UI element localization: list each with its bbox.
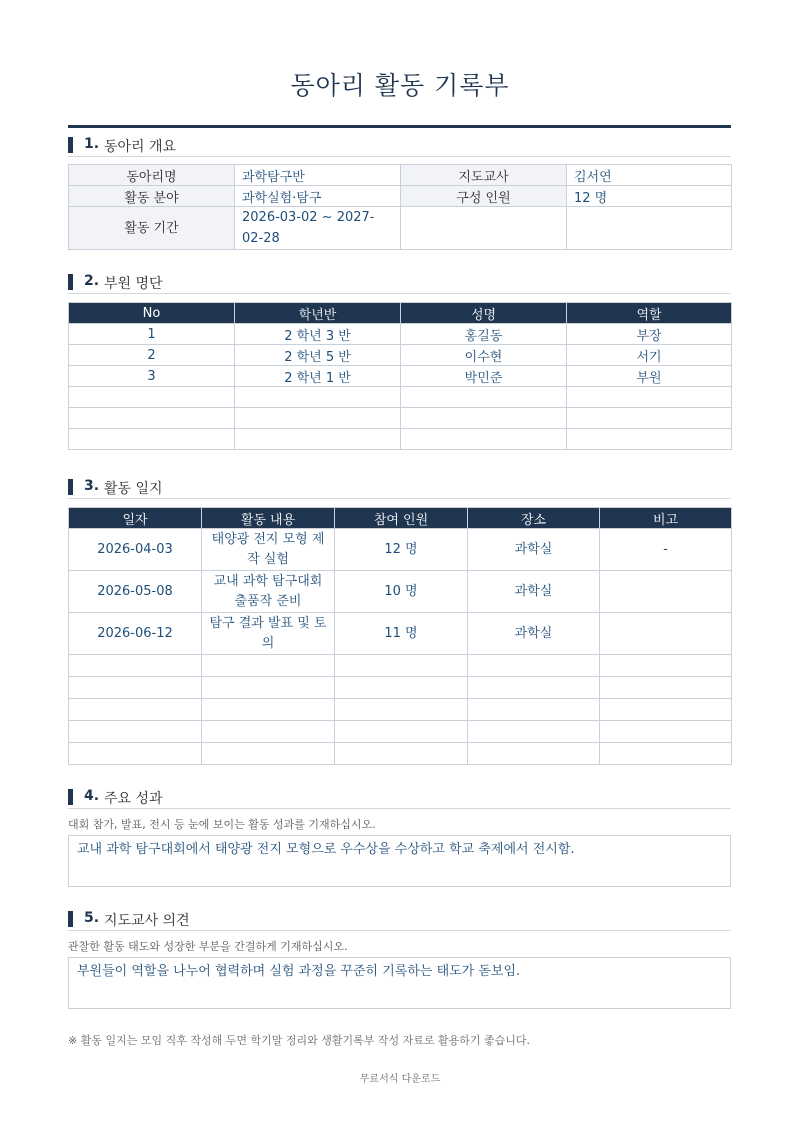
section-heading-advisor-opinion xyxy=(68,909,731,931)
empty-cell xyxy=(202,655,335,677)
log-cell: 과학실 xyxy=(468,613,600,655)
empty-cell xyxy=(202,699,335,721)
field-value: 과학실험·탐구 xyxy=(235,186,401,207)
section-heading-achievements xyxy=(68,787,731,809)
advisor-opinion-hint: 관찰한 활동 태도와 성장한 부분을 간결하게 기재하십시오. xyxy=(68,940,348,953)
roster-cell: 2 학년 3 반 xyxy=(235,324,401,345)
log-cell: 교내 과학 탐구대회 출품작 준비 xyxy=(202,571,335,613)
roster-cell: 홍길동 xyxy=(401,324,567,345)
empty-cell xyxy=(69,677,202,699)
empty-cell xyxy=(468,677,600,699)
roster-cell: 3 xyxy=(69,366,235,387)
empty-cell xyxy=(335,677,468,699)
log-cell xyxy=(600,571,732,613)
log-header-cell: 비고 xyxy=(600,508,732,529)
empty-cell xyxy=(600,699,732,721)
table-row xyxy=(69,743,732,765)
empty-cell xyxy=(401,408,567,429)
section-marker xyxy=(68,789,73,805)
advisor-opinion-textbox[interactable]: 부원들이 역할을 나누어 협력하며 실험 과정을 꾸준히 기록하는 태도가 돋보임. xyxy=(68,957,731,1009)
log-cell: 2026-05-08 xyxy=(69,571,202,613)
empty-cell xyxy=(235,429,401,450)
empty-cell xyxy=(567,387,732,408)
empty-cell xyxy=(335,743,468,765)
section-heading-activity-log xyxy=(68,477,731,499)
empty-cell xyxy=(69,408,235,429)
table-row xyxy=(69,429,732,450)
table-row xyxy=(69,345,732,366)
log-cell: 태양광 전지 모형 제작 실험 xyxy=(202,529,335,571)
table-row xyxy=(69,571,732,613)
section-number: 2. xyxy=(84,273,100,289)
table-row xyxy=(69,655,732,677)
table-row xyxy=(69,366,732,387)
roster-cell: 박민준 xyxy=(401,366,567,387)
log-cell: 과학실 xyxy=(468,529,600,571)
table-row xyxy=(69,613,732,655)
section-number: 4. xyxy=(84,788,100,804)
overview-table xyxy=(68,164,732,250)
roster-header-cell: 역할 xyxy=(567,303,732,324)
advisor-label: 지도교사 xyxy=(401,165,567,186)
log-header-cell: 일자 xyxy=(69,508,202,529)
section-label: 활동 일지 xyxy=(104,481,163,497)
empty-cell xyxy=(335,655,468,677)
section-heading-overview xyxy=(68,135,731,157)
roster-cell: 부장 xyxy=(567,324,732,345)
members-value: 12 명 xyxy=(567,186,732,207)
activity-log-table xyxy=(68,507,732,765)
achievements-textbox[interactable]: 교내 과학 탐구대회에서 태양광 전지 모형으로 우수상을 수상하고 학교 축제에서 전시함. xyxy=(68,835,731,887)
roster-cell: 이수현 xyxy=(401,345,567,366)
empty-cell xyxy=(401,429,567,450)
empty-cell xyxy=(335,699,468,721)
empty-cell xyxy=(401,387,567,408)
empty-cell xyxy=(69,743,202,765)
advisor-value: 김서연 xyxy=(567,165,732,186)
empty-cell xyxy=(567,429,732,450)
club-name-label: 동아리명 xyxy=(69,165,235,186)
empty-cell xyxy=(69,655,202,677)
roster-header-cell: 성명 xyxy=(401,303,567,324)
log-cell: - xyxy=(600,529,732,571)
empty-cell xyxy=(600,721,732,743)
table-row xyxy=(69,324,732,345)
empty-cell xyxy=(468,699,600,721)
empty-cell xyxy=(567,207,732,250)
period-label: 활동 기간 xyxy=(69,207,235,250)
log-cell: 과학실 xyxy=(468,571,600,613)
footer-link[interactable]: 무료서식 다운로드 xyxy=(359,1074,441,1085)
table-row xyxy=(69,721,732,743)
achievements-hint: 대회 참가, 발표, 전시 등 눈에 보이는 활동 성과를 기재하십시오. xyxy=(68,818,376,831)
table-row xyxy=(69,408,732,429)
table-row xyxy=(69,677,732,699)
empty-cell xyxy=(69,429,235,450)
roster-header-cell: 학년반 xyxy=(235,303,401,324)
log-header-cell: 참여 인원 xyxy=(335,508,468,529)
empty-cell xyxy=(567,408,732,429)
roster-header-cell: No xyxy=(69,303,235,324)
document-title: 동아리 활동 기록부 xyxy=(290,71,510,100)
section-marker xyxy=(68,274,73,290)
log-cell: 2026-04-03 xyxy=(69,529,202,571)
empty-cell xyxy=(235,408,401,429)
empty-cell xyxy=(401,207,567,250)
section-heading-roster xyxy=(68,272,731,294)
section-label: 주요 성과 xyxy=(104,791,163,807)
empty-cell xyxy=(202,743,335,765)
section-label: 지도교사 의견 xyxy=(104,913,190,929)
table-row xyxy=(69,387,732,408)
title-divider xyxy=(68,125,731,128)
empty-cell xyxy=(468,655,600,677)
roster-cell: 서기 xyxy=(567,345,732,366)
table-row xyxy=(69,529,732,571)
roster-cell: 2 학년 5 반 xyxy=(235,345,401,366)
section-marker xyxy=(68,911,73,927)
section-number: 1. xyxy=(84,136,100,152)
section-label: 부원 명단 xyxy=(104,276,163,292)
log-cell: 탐구 결과 발표 및 토의 xyxy=(202,613,335,655)
empty-cell xyxy=(468,721,600,743)
empty-cell xyxy=(69,721,202,743)
section-number: 5. xyxy=(84,910,100,926)
club-name-value: 과학탐구반 xyxy=(235,165,401,186)
log-cell: 2026-06-12 xyxy=(69,613,202,655)
empty-cell xyxy=(69,699,202,721)
empty-cell xyxy=(600,743,732,765)
empty-cell xyxy=(600,655,732,677)
empty-cell xyxy=(600,677,732,699)
log-cell: 10 명 xyxy=(335,571,468,613)
members-label: 구성 인원 xyxy=(401,186,567,207)
roster-cell: 부원 xyxy=(567,366,732,387)
log-header-cell: 장소 xyxy=(468,508,600,529)
log-cell: 11 명 xyxy=(335,613,468,655)
empty-cell xyxy=(202,721,335,743)
section-marker xyxy=(68,479,73,495)
empty-cell xyxy=(69,387,235,408)
roster-cell: 2 학년 1 반 xyxy=(235,366,401,387)
log-cell: 12 명 xyxy=(335,529,468,571)
usage-note: ※ 활동 일지는 모임 직후 작성해 두면 학기말 정리와 생활기록부 작성 자료로 활용하기 좋습니다. xyxy=(68,1034,530,1047)
log-cell xyxy=(600,613,732,655)
empty-cell xyxy=(335,721,468,743)
roster-cell: 2 xyxy=(69,345,235,366)
section-marker xyxy=(68,137,73,153)
table-row xyxy=(69,699,732,721)
field-label: 활동 분야 xyxy=(69,186,235,207)
section-label: 동아리 개요 xyxy=(104,139,177,155)
section-number: 3. xyxy=(84,478,100,494)
empty-cell xyxy=(202,677,335,699)
empty-cell xyxy=(235,387,401,408)
log-header-cell: 활동 내용 xyxy=(202,508,335,529)
period-value: 2026-03-02 ~ 2027-02-28 xyxy=(235,207,401,250)
roster-cell: 1 xyxy=(69,324,235,345)
roster-table xyxy=(68,302,732,450)
empty-cell xyxy=(468,743,600,765)
